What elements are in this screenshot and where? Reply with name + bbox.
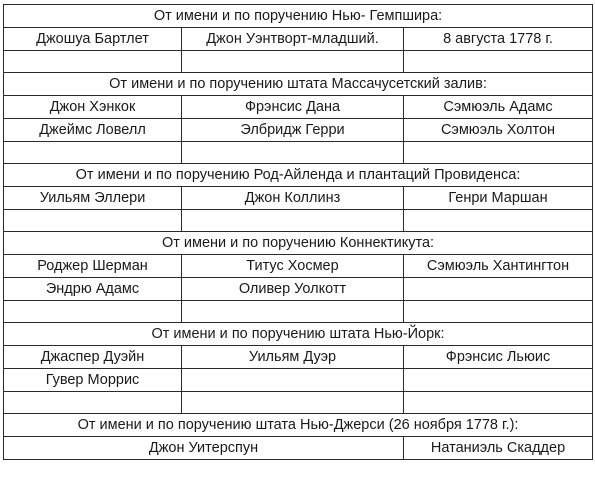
section-header-row: [4, 5, 593, 28]
signatory-name: Элбридж Герри: [182, 119, 404, 142]
signatory-name: Сэмюэль Хантингтон: [404, 255, 593, 278]
signatory-name: Титус Хосмер: [182, 255, 404, 278]
blank-cell: [404, 392, 593, 414]
signatory-name: Оливер Уолкотт: [182, 278, 404, 301]
section-heading-massachusetts: От имени и по поручению штата Массачусетский залив:: [4, 73, 593, 96]
blank-cell: [404, 369, 593, 392]
signatory-name: Фрэнсис Льюис: [404, 346, 593, 369]
signatory-name: Джон Уэнтворт-младший.: [182, 28, 404, 51]
signatory-name: Джаспер Дуэйн: [4, 346, 182, 369]
blank-cell: [182, 369, 404, 392]
blank-cell: [404, 210, 593, 232]
blank-cell: [4, 301, 182, 323]
signatory-name: Уильям Дуэр: [182, 346, 404, 369]
signatory-row: [4, 255, 593, 278]
section-heading-new-york: От имени и по поручению штата Нью-Йорк:: [4, 323, 593, 346]
signatory-row: [4, 437, 593, 460]
signatory-name: Эндрю Адамс: [4, 278, 182, 301]
blank-row: [4, 392, 593, 414]
blank-row: [4, 51, 593, 73]
blank-cell: [4, 210, 182, 232]
section-heading-connecticut: От имени и по поручению Коннектикута:: [4, 232, 593, 255]
section-heading-new-jersey: От имени и по поручению штата Нью-Джерси (26 ноября 1778 г.):: [4, 414, 593, 437]
signatory-row: [4, 96, 593, 119]
blank-cell: [4, 392, 182, 414]
signatory-name: Генри Маршан: [404, 187, 593, 210]
blank-cell: [404, 51, 593, 73]
signatory-row: [4, 187, 593, 210]
signatory-row: [4, 278, 593, 301]
signatory-name: Натаниэль Скаддер: [404, 437, 593, 460]
signatory-name: Джон Коллинз: [182, 187, 404, 210]
signatory-row: [4, 119, 593, 142]
signatory-row: [4, 369, 593, 392]
signatory-name: Джон Хэнкок: [4, 96, 182, 119]
signatories-table: [3, 4, 593, 460]
signatory-row: [4, 28, 593, 51]
section-header-row: [4, 232, 593, 255]
blank-row: [4, 142, 593, 164]
blank-cell: [4, 51, 182, 73]
signing-date: 8 августа 1778 г.: [404, 28, 593, 51]
blank-cell: [182, 301, 404, 323]
blank-cell: [404, 301, 593, 323]
section-header-row: [4, 414, 593, 437]
blank-row: [4, 210, 593, 232]
signatory-name: Джеймс Ловелл: [4, 119, 182, 142]
section-header-row: [4, 164, 593, 187]
section-heading-rhode-island: От имени и по поручению Род-Айленда и плантаций Провиденса:: [4, 164, 593, 187]
signatory-row: [4, 346, 593, 369]
blank-cell: [182, 392, 404, 414]
blank-cell: [404, 142, 593, 164]
signatory-name: Роджер Шерман: [4, 255, 182, 278]
blank-row: [4, 301, 593, 323]
signatory-name: Гувер Моррис: [4, 369, 182, 392]
blank-cell: [4, 142, 182, 164]
signatory-name: Сэмюэль Адамс: [404, 96, 593, 119]
blank-cell: [404, 278, 593, 301]
section-header-row: [4, 323, 593, 346]
section-heading-new-hampshire: От имени и по поручению Нью- Гемпшира:: [4, 5, 593, 28]
signatory-name: Сэмюэль Холтон: [404, 119, 593, 142]
section-header-row: [4, 73, 593, 96]
signatory-name: Джон Уитерспун: [4, 437, 404, 460]
signatory-name: Фрэнсис Дана: [182, 96, 404, 119]
signatory-name: Джошуа Бартлет: [4, 28, 182, 51]
blank-cell: [182, 210, 404, 232]
signatory-name: Уильям Эллери: [4, 187, 182, 210]
blank-cell: [182, 142, 404, 164]
blank-cell: [182, 51, 404, 73]
